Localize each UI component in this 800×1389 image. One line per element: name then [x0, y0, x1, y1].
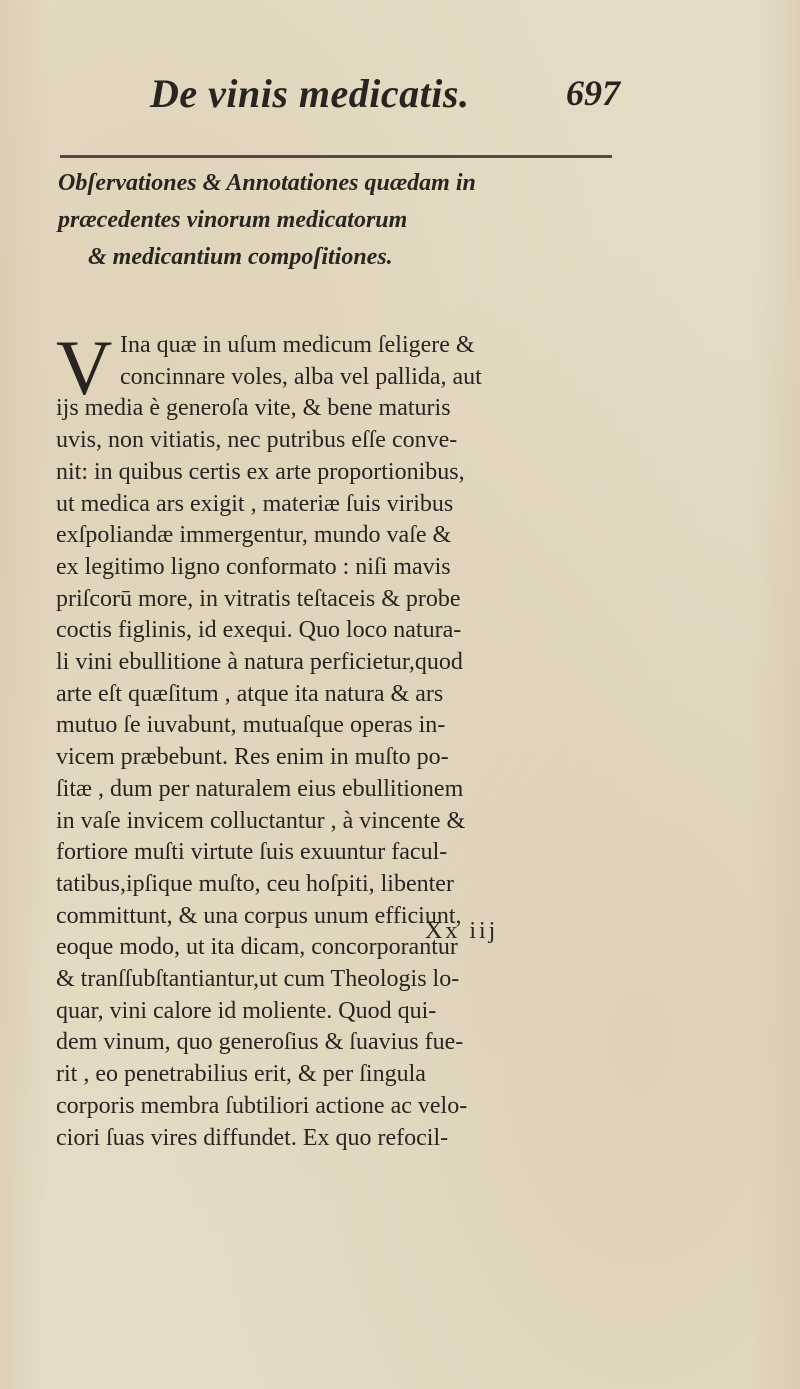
heading-line: & medicantium compoſitiones.: [88, 244, 393, 270]
text-line: coctis figlinis, id exequi. Quo loco natura-: [56, 617, 462, 644]
text-line: uvis, non vitiatis, nec putribus eſſe conve-: [56, 427, 458, 454]
text-line: dem vinum, quo generoſius & ſuavius fue-: [56, 1029, 464, 1056]
text-line: arte eſt quæſitum , atque ita natura & ars: [56, 680, 444, 707]
heading-line: Obſervationes & Annotationes quædam in: [58, 170, 476, 196]
text-line: rit , eo penetrabilius erit, & per ſingula: [56, 1061, 426, 1088]
text-line: eoque modo, ut ita dicam, concorporantur: [56, 934, 458, 961]
header-rule: [60, 155, 612, 158]
text-line: in vaſe invicem colluctantur , à vincente &: [56, 807, 466, 834]
signature-mark: Xx iij: [425, 918, 499, 944]
text-line: Ina quæ in uſum medicum ſeligere &: [120, 332, 475, 358]
text-line: ex legitimo ligno conformato : niſi mavis: [56, 553, 451, 580]
page-number: 697: [566, 73, 620, 113]
text-line: committunt, & una corpus unum efficiunt,: [56, 902, 462, 929]
text-line: priſcorū more, in vitratis teſtaceis & probe: [56, 585, 461, 612]
text-line: tatibus,ipſique muſto, ceu hoſpiti, libenter: [56, 870, 454, 897]
text-line: li vini ebullitione à natura perficietur,quod: [56, 649, 463, 676]
text-line: & tranſſubſtantiantur,ut cum Theologis lo-: [56, 966, 460, 993]
text-line: ijs media è generoſa vite, & bene maturis: [56, 395, 451, 422]
text-line: concinnare voles, alba vel pallida, aut: [120, 363, 482, 390]
heading-line: præcedentes vinorum medicatorum: [58, 207, 408, 233]
text-line: vicem præbebunt. Res enim in muſto po-: [56, 744, 449, 771]
text-line: nit: in quibus certis ex arte proportionibus,: [56, 458, 465, 485]
text-line: corporis membra ſubtiliori actione ac velo-: [56, 1092, 468, 1119]
text-line: exſpoliandæ immergentur, mundo vaſe &: [56, 522, 452, 549]
text-line: ſitæ , dum per naturalem eius ebullitionem: [56, 775, 464, 802]
drop-initial: V: [56, 324, 113, 411]
text-line: ut medica ars exigit , materiæ ſuis viribus: [56, 490, 454, 517]
body-text: [56, 324, 646, 1154]
text-line: ciori ſuas vires diffundet. Ex quo refocil-: [56, 1124, 449, 1151]
text-line: mutuo ſe iuvabunt, mutuaſque operas in-: [56, 712, 446, 739]
text-line: fortiore muſti virtute ſuis exuuntur facul-: [56, 839, 448, 866]
running-head: [150, 70, 620, 130]
text-line: quar, vini calore id moliente. Quod qui-: [56, 997, 437, 1024]
section-heading: [58, 165, 658, 276]
running-title: De vinis medicatis.: [150, 71, 470, 116]
